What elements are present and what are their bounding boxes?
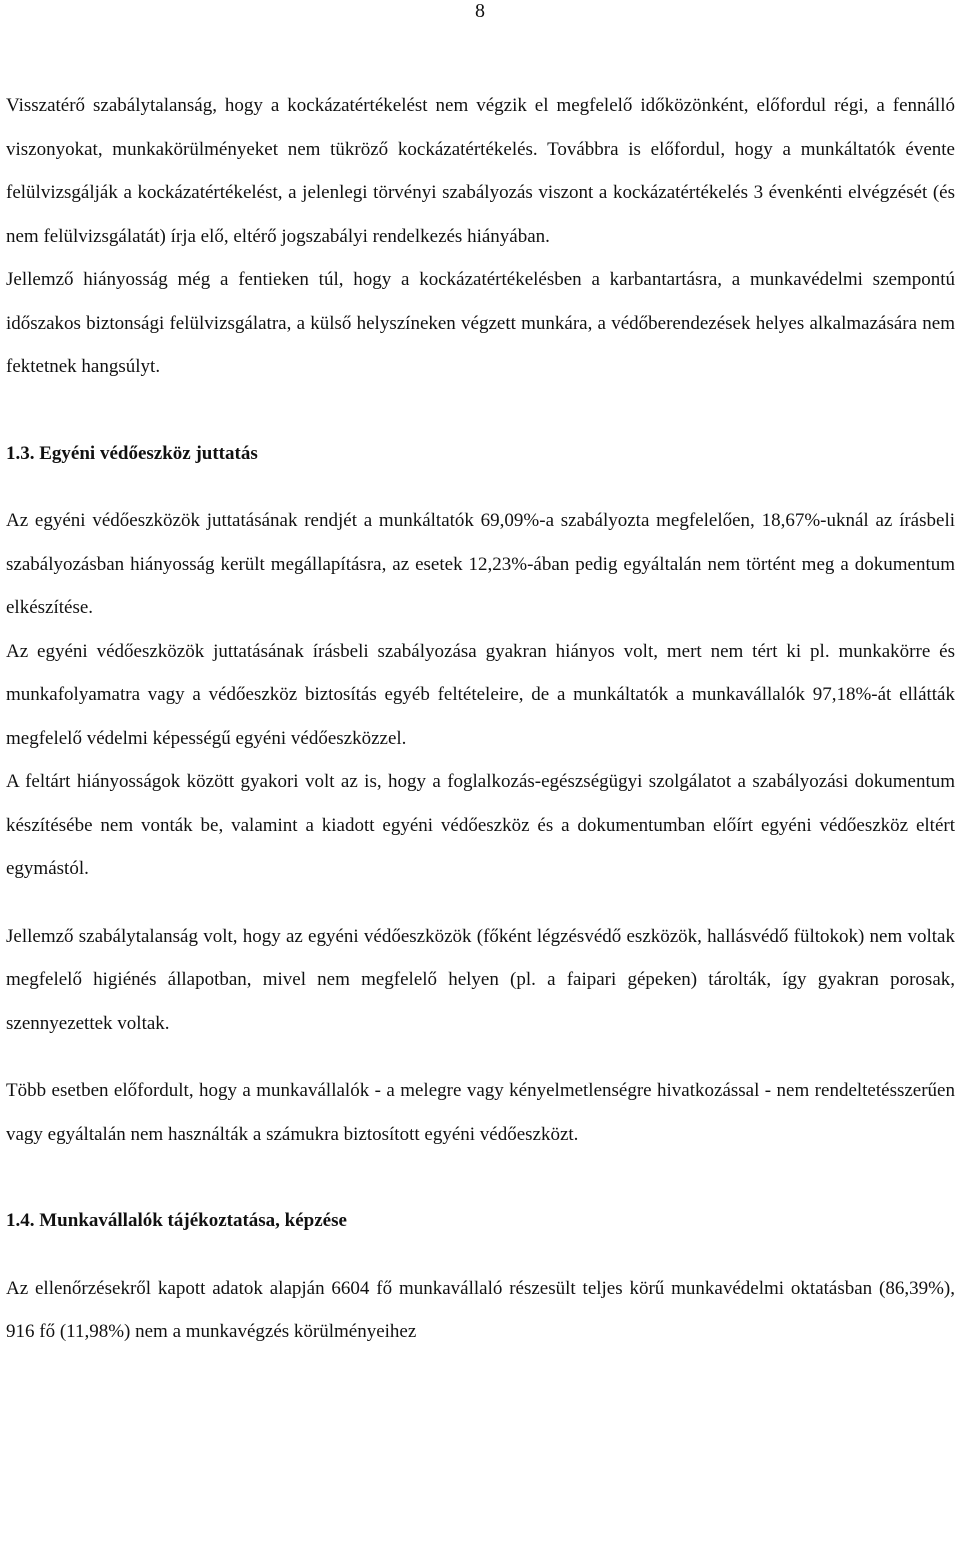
paragraph-training-data: Az ellenőrzésekről kapott adatok alapján 6604 fő munkavállaló részesült teljes körű munkavédelmi oktatásban (86,39%), 916 fő (11,98%) nem a munkavégzés körülményeihez	[6, 1277, 955, 1342]
paragraph-typical-deficiency: Jellemző hiányosság még a fentieken túl, hogy a kockázatértékelésben a karbantartásra, a munkavédelmi szempontú időszakos biztonsági felülvizsgálatra, a külső helyszíneken végzett munkára, a védőberendezések helyes alkalmazására nem fektetnek hangsúlyt.	[6, 269, 955, 377]
paragraph-risk-assessment: Visszatérő szabálytalanság, hogy a kockázatértékelést nem végzik el megfelelő időközönként, előfordul régi, a fennálló viszonyokat, munkakörülményeket nem tükröző kockázatértékelés. Továbbra is előfordul, hogy a munkáltatók évente felülvizsgálják a kockázatértékelést, a jelenlegi törvényi szabályozás viszont a kockázatértékelés 3 évenkénti elvégzését (és nem felülvizsgálatát) írja elő, eltérő jogszabályi rendelkezés hiányában.	[6, 95, 955, 247]
paragraph-ppe-rules: Az egyéni védőeszközök juttatásának rendjét a munkáltatók 69,09%-a szabályozta megfelelően, 18,67%-uknál az írásbeli szabályozásban hiányosság került megállapításra, az esetek 12,23%-ában pedig egyáltalán nem történt meg a dokumentum elkészítése.	[6, 510, 955, 618]
section-heading-1-3: 1.3. Egyéni védőeszköz juttatás	[6, 442, 258, 464]
document-body	[6, 84, 955, 1354]
section-heading-1-4: 1.4. Munkavállalók tájékoztatása, képzése	[6, 1210, 347, 1231]
page-number: 8	[475, 0, 485, 22]
paragraph-ppe-written-rules: Az egyéni védőeszközök juttatásának írásbeli szabályozása gyakran hiányos volt, mert nem tért ki pl. munkakörre és munkafolyamatra vagy a védőeszköz biztosítás egyéb feltételeire, de a munkáltatók a munkavállalók 97,18%-át ellátták megfelelő védelmi képességű egyéni védőeszközzel.	[6, 640, 955, 749]
paragraph-ppe-hygiene: Jellemző szabálytalanság volt, hogy az egyéni védőeszközök (főként légzésvédő eszközök, hallásvédő fültokok) nem voltak megfelelő higiénés állapotban, mivel nem megfelelő helyen (pl. a faipari gépeken) tárolták, így gyakran porosak, szennyezettek voltak.	[6, 925, 955, 1034]
paragraph-ppe-usage: Több esetben előfordult, hogy a munkavállalók - a melegre vagy kényelmetlenségre hivatkozással - nem rendeltetésszerűen vagy egyáltalán nem használták a számukra biztosított egyéni védőeszközt.	[6, 1080, 955, 1145]
paragraph-ppe-deficiencies: A feltárt hiányosságok között gyakori volt az is, hogy a foglalkozás-egészségügyi szolgálatot a szabályozási dokumentum készítésébe nem vonták be, valamint a kiadott egyéni védőeszköz és a dokumentumban előírt egyéni védőeszköz eltért egymástól.	[6, 771, 955, 879]
